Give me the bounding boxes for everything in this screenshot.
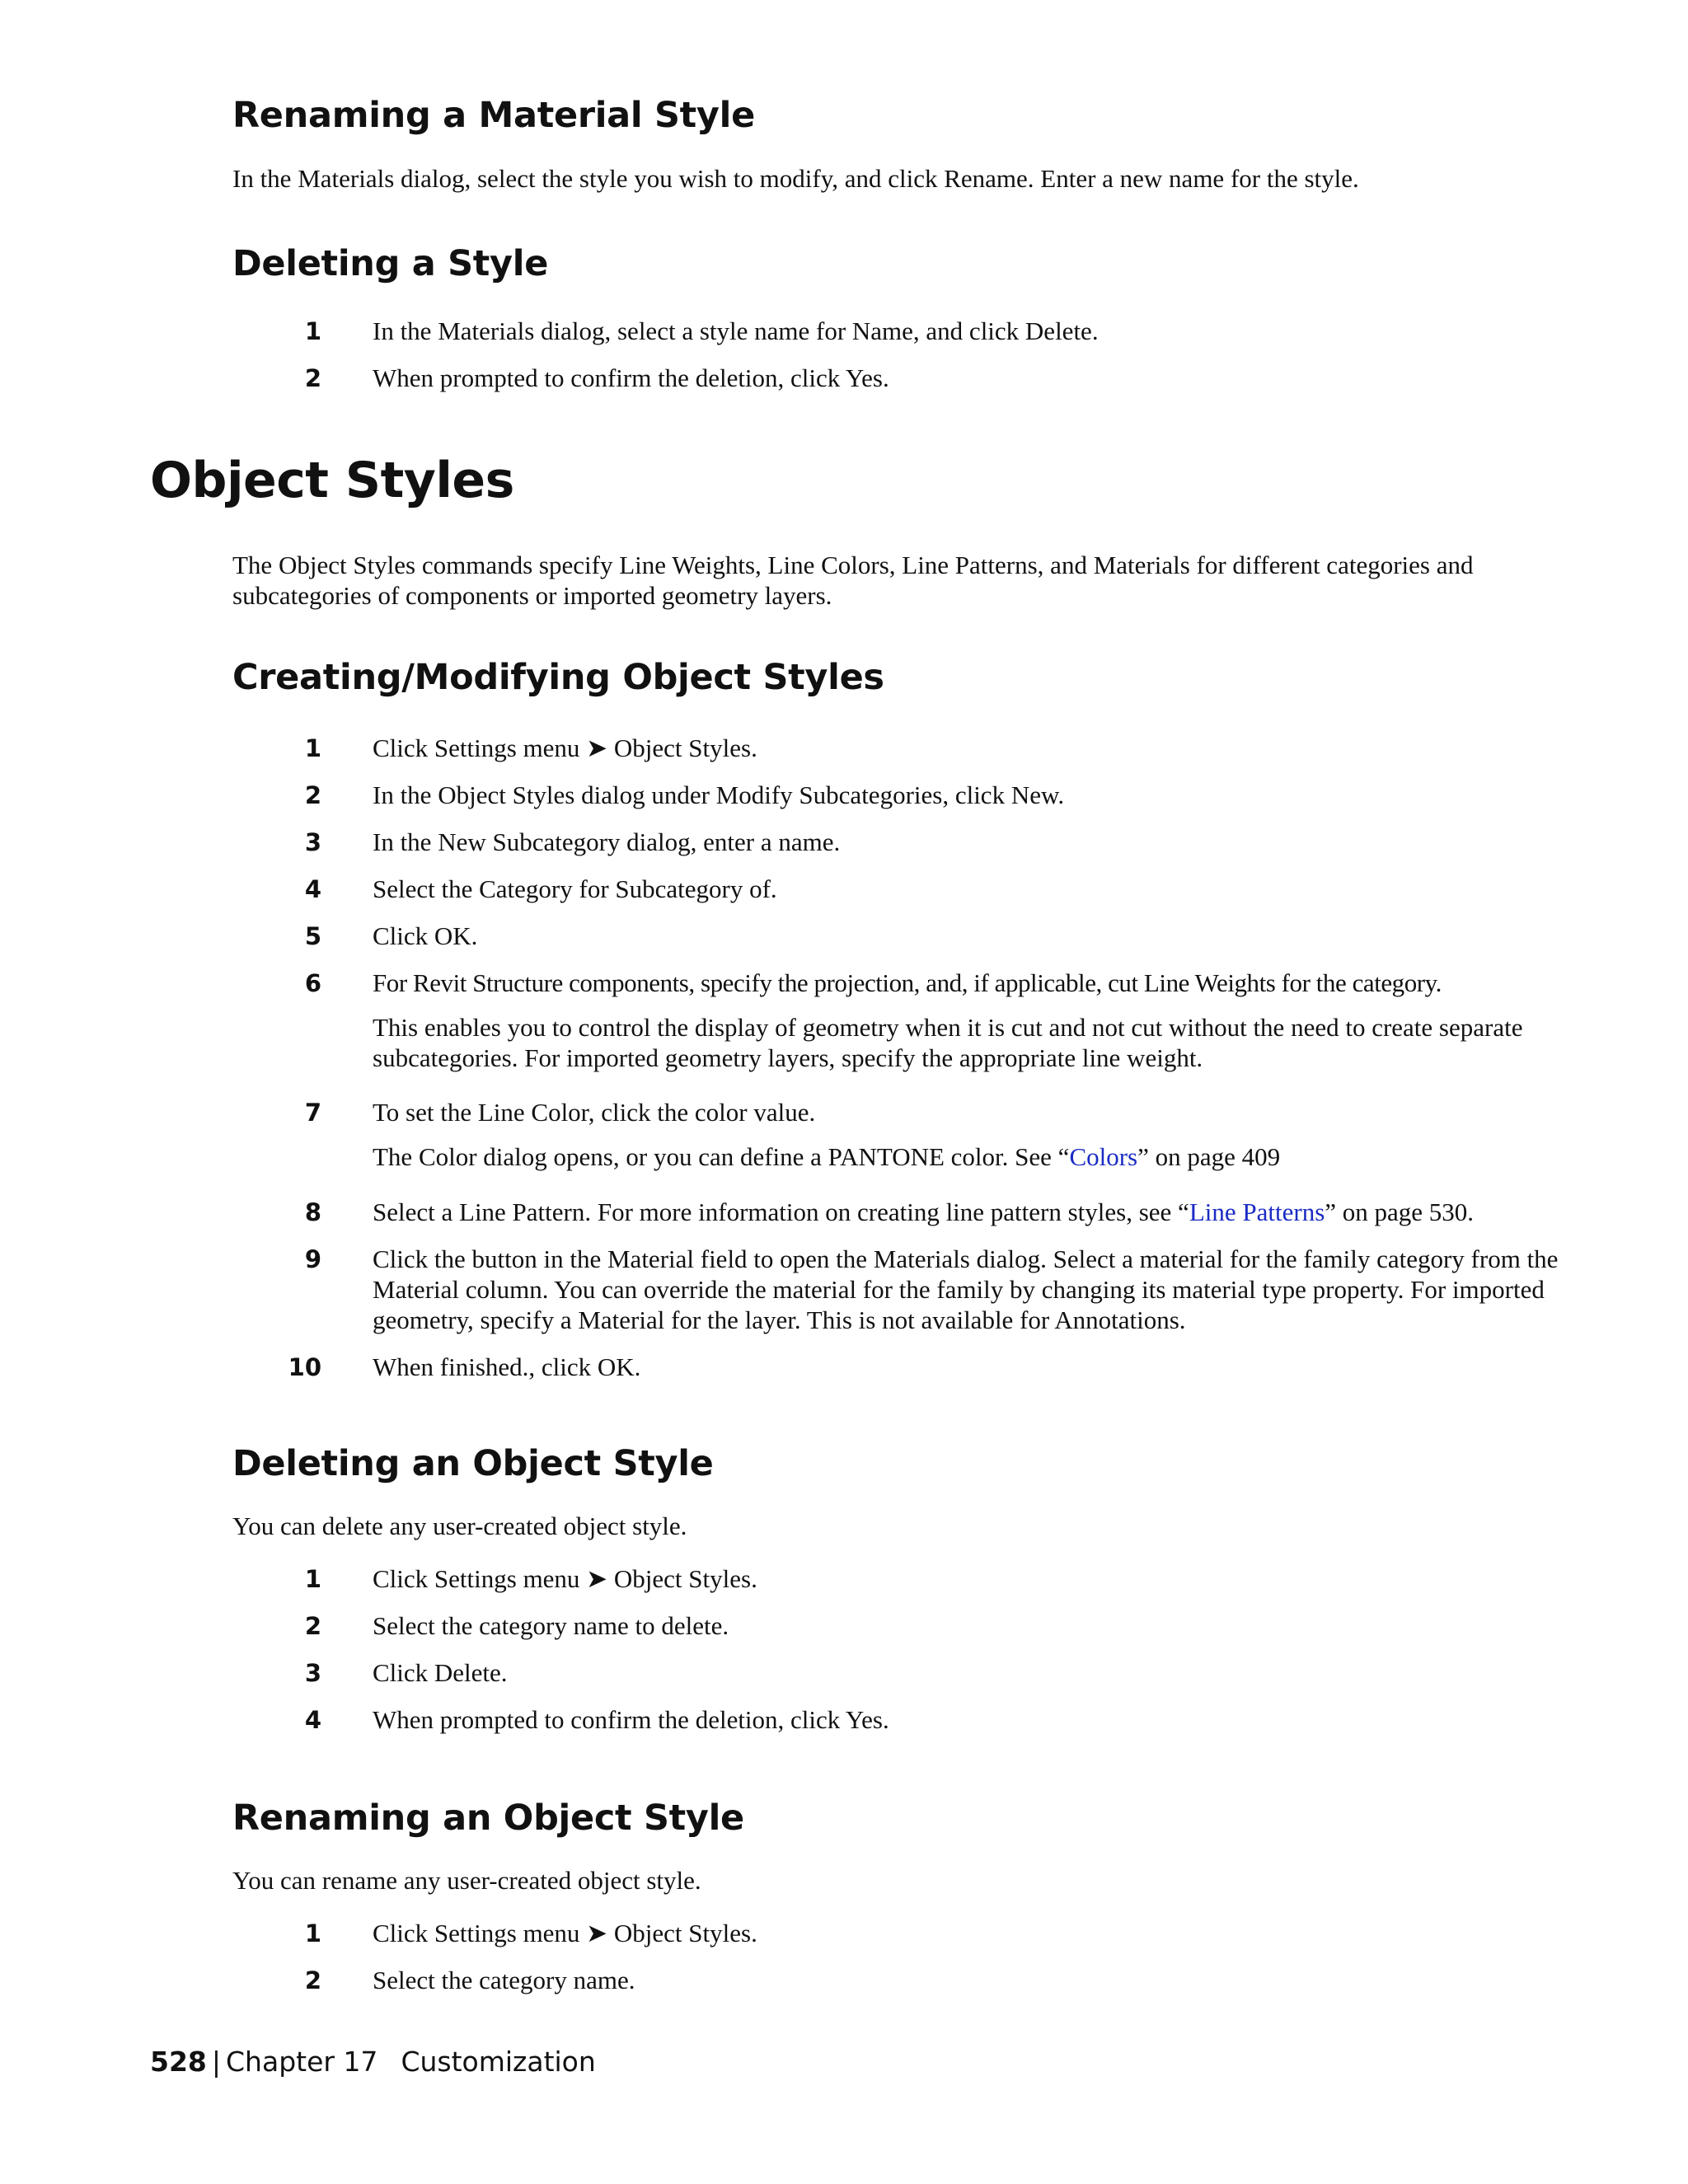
step-text: When prompted to confirm the deletion, click Yes. xyxy=(373,1705,889,1734)
step-number: 10 xyxy=(288,1353,321,1381)
step-text: Click Settings menu ➤ Object Styles. xyxy=(373,733,757,762)
section-heading-renaming-object-style: Renaming an Object Style xyxy=(232,1797,744,1839)
step-text: Select the category name. xyxy=(373,1966,635,1994)
paragraph-renaming-material: In the Materials dialog, select the style you wish to modify, and click Rename. Enter a new name for the style. xyxy=(232,164,1359,193)
section-heading-deleting-object-style: Deleting an Object Style xyxy=(232,1443,714,1484)
step-number: 3 xyxy=(304,1659,321,1687)
note-text: ” on page 409 xyxy=(1137,1142,1281,1171)
step-text: Click OK. xyxy=(373,921,478,950)
link-line-patterns[interactable]: Line Patterns xyxy=(1189,1197,1325,1226)
page-footer xyxy=(150,2046,596,2078)
step-number: 5 xyxy=(304,922,321,950)
page-number: 528 xyxy=(150,2046,207,2078)
step-text: Click Delete. xyxy=(373,1658,508,1687)
step-text: Select the category name to delete. xyxy=(373,1611,729,1640)
section-heading-deleting-style: Deleting a Style xyxy=(232,243,549,284)
paragraph-object-styles-intro: The Object Styles commands specify Line Weights, Line Colors, Line Patterns, and Materials for different categories and subcategories of components or imported geometry layers. xyxy=(232,551,1474,610)
step-number: 9 xyxy=(304,1245,321,1273)
paragraph-deleting-object: You can delete any user-created object style. xyxy=(232,1511,687,1540)
step-text xyxy=(373,1197,1599,1227)
step-number: 3 xyxy=(304,828,321,856)
section-heading-renaming-material-style: Renaming a Material Style xyxy=(232,95,755,136)
step-note xyxy=(373,1141,1599,1172)
footer-separator: | xyxy=(211,2046,222,2078)
footer-title: Customization xyxy=(401,2046,596,2078)
step-text: In the Object Styles dialog under Modify Subcategories, click New. xyxy=(373,780,1065,809)
step-text-part: ” on page 530. xyxy=(1325,1197,1475,1226)
paragraph-renaming-object: You can rename any user-created object style. xyxy=(232,1866,701,1895)
step-number: 7 xyxy=(304,1099,321,1127)
step-number: 1 xyxy=(304,734,321,762)
step-number: 1 xyxy=(304,317,321,345)
step-text: Click Settings menu ➤ Object Styles. xyxy=(373,1919,757,1947)
step-text: When prompted to confirm the deletion, click Yes. xyxy=(373,363,889,392)
step-text: In the Materials dialog, select a style name for Name, and click Delete. xyxy=(373,316,1099,345)
step-number: 2 xyxy=(304,1612,321,1640)
note-text: The Color dialog opens, or you can define a PANTONE color. See “ xyxy=(373,1142,1070,1171)
section-heading-object-styles: Object Styles xyxy=(150,452,514,509)
link-colors[interactable]: Colors xyxy=(1069,1142,1138,1171)
step-number: 8 xyxy=(304,1198,321,1226)
step-text: In the New Subcategory dialog, enter a name. xyxy=(373,827,841,856)
footer-chapter: Chapter 17 xyxy=(226,2046,378,2078)
step-text: Select the Category for Subcategory of. xyxy=(373,874,777,903)
step-number: 1 xyxy=(304,1919,321,1947)
step-number: 4 xyxy=(304,1706,321,1734)
step-text: Click the button in the Material field to open the Materials dialog. Select a material for the family category from the Material column. You can override the material for the family by changing its material type property. For imported geometry, specify a Material for the layer. This is not available for Annotations. xyxy=(373,1244,1559,1334)
step-number: 2 xyxy=(304,364,321,392)
step-text: Click Settings menu ➤ Object Styles. xyxy=(373,1564,757,1593)
step-number: 6 xyxy=(304,969,321,997)
step-note: This enables you to control the display of geometry when it is cut and not cut without the need to create separate subcategories. For imported geometry layers, specify the appropriate line weight. xyxy=(373,1013,1523,1072)
step-number: 2 xyxy=(304,1966,321,1994)
step-number: 1 xyxy=(304,1565,321,1593)
step-text: When finished., click OK. xyxy=(373,1352,641,1381)
step-number: 2 xyxy=(304,781,321,809)
step-number: 4 xyxy=(304,875,321,903)
section-heading-creating-modifying: Creating/Modifying Object Styles xyxy=(232,657,884,698)
step-text: To set the Line Color, click the color value. xyxy=(373,1098,816,1127)
step-text-part: Select a Line Pattern. For more information on creating line pattern styles, see “ xyxy=(373,1197,1189,1226)
step-text: For Revit Structure components, specify the projection, and, if applicable, cut Line Weights for the category. xyxy=(373,968,1442,997)
